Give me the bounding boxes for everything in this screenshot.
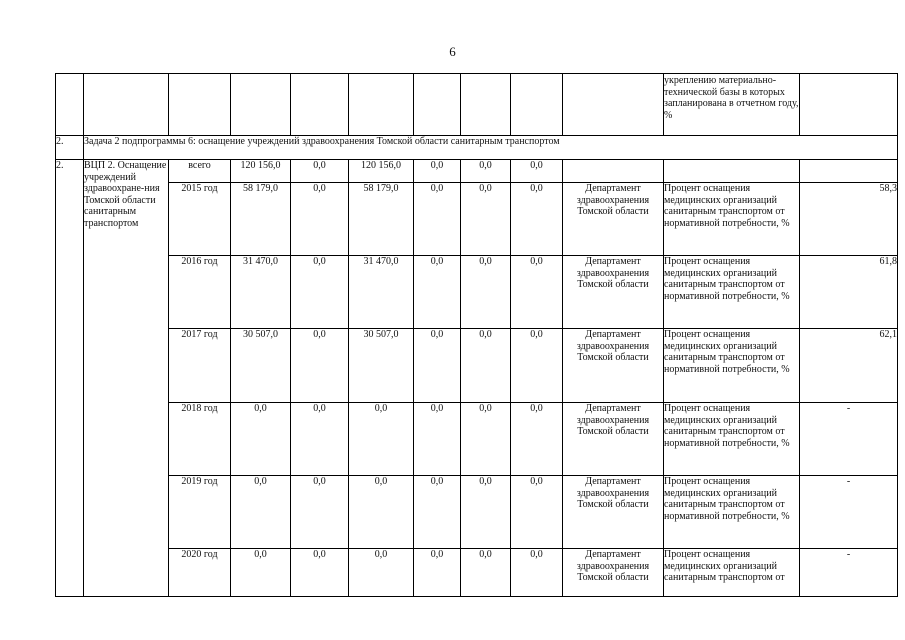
dept-cell: Департамент здравоохранения Томской области bbox=[563, 549, 664, 597]
value-cell: 0,0 bbox=[461, 256, 511, 329]
target-cell: 58,3 bbox=[800, 183, 898, 256]
indicator-cell bbox=[664, 160, 800, 183]
target-cell: 61,8 bbox=[800, 256, 898, 329]
target-cell bbox=[800, 160, 898, 183]
value-cell: 0,0 bbox=[414, 183, 461, 256]
dept-cell: Департамент здравоохранения Томской области bbox=[563, 476, 664, 549]
value-cell: 0,0 bbox=[461, 329, 511, 403]
table-row-top bbox=[56, 74, 898, 136]
value-cell: 0,0 bbox=[511, 160, 563, 183]
value-cell: 0,0 bbox=[414, 256, 461, 329]
table-row bbox=[56, 329, 898, 403]
value-cell: 0,0 bbox=[461, 476, 511, 549]
value-cell: 0,0 bbox=[349, 476, 414, 549]
value-cell: 58 179,0 bbox=[349, 183, 414, 256]
program-name: ВЦП 2. Оснащение учреждений здравоохране-ния Томской области санитарным транспортом bbox=[84, 160, 169, 597]
value-cell: 0,0 bbox=[461, 403, 511, 476]
value-cell: 0,0 bbox=[414, 549, 461, 597]
value-cell: 0,0 bbox=[291, 403, 349, 476]
value-cell: 0,0 bbox=[461, 549, 511, 597]
dept-cell: Департамент здравоохранения Томской области bbox=[563, 403, 664, 476]
table-row bbox=[56, 476, 898, 549]
value-cell: 0,0 bbox=[414, 476, 461, 549]
value-cell: 0,0 bbox=[231, 476, 291, 549]
value-cell: 0,0 bbox=[511, 403, 563, 476]
value-cell: 0,0 bbox=[511, 183, 563, 256]
value-cell: 0,0 bbox=[291, 476, 349, 549]
dept-cell bbox=[563, 160, 664, 183]
value-cell: 30 507,0 bbox=[231, 329, 291, 403]
indicator-cell: Процент оснащения медицинских организаций санитарным транспортом от bbox=[664, 549, 800, 597]
value-cell: 0,0 bbox=[414, 160, 461, 183]
indicator-cell: Процент оснащения медицинских организаций санитарным транспортом от нормативной потребности, % bbox=[664, 476, 800, 549]
table-row bbox=[56, 183, 898, 256]
dept-cell: Департамент здравоохранения Томской области bbox=[563, 329, 664, 403]
year-cell: 2020 год bbox=[169, 549, 231, 597]
value-cell: 0,0 bbox=[414, 329, 461, 403]
value-cell: 0,0 bbox=[231, 403, 291, 476]
value-cell: 0,0 bbox=[291, 183, 349, 256]
value-cell: 31 470,0 bbox=[231, 256, 291, 329]
value-cell: 0,0 bbox=[511, 256, 563, 329]
page-number: 6 bbox=[449, 44, 456, 59]
value-cell: 120 156,0 bbox=[231, 160, 291, 183]
value-cell: 0,0 bbox=[349, 549, 414, 597]
year-cell: 2019 год bbox=[169, 476, 231, 549]
program-number: 2. bbox=[56, 160, 84, 597]
indicator-cell: Процент оснащения медицинских организаций санитарным транспортом от нормативной потребности, % bbox=[664, 256, 800, 329]
indicator-cell: Процент оснащения медицинских организаций санитарным транспортом от нормативной потребности, % bbox=[664, 329, 800, 403]
task-number: 2. bbox=[56, 136, 84, 160]
value-cell: 0,0 bbox=[349, 403, 414, 476]
value-cell: 58 179,0 bbox=[231, 183, 291, 256]
year-cell: 2018 год bbox=[169, 403, 231, 476]
dept-cell: Департамент здравоохранения Томской области bbox=[563, 183, 664, 256]
year-cell: 2015 год bbox=[169, 183, 231, 256]
task-title: Задача 2 подпрограммы 6: оснащение учреждений здравоохранения Томской области санитарным транспортом bbox=[84, 136, 898, 160]
dept-cell: Департамент здравоохранения Томской области bbox=[563, 256, 664, 329]
value-cell: 30 507,0 bbox=[349, 329, 414, 403]
value-cell: 0,0 bbox=[291, 329, 349, 403]
table-row bbox=[56, 549, 898, 597]
table-row bbox=[56, 403, 898, 476]
value-cell: 0,0 bbox=[511, 329, 563, 403]
year-cell: 2017 год bbox=[169, 329, 231, 403]
value-cell: 0,0 bbox=[291, 549, 349, 597]
value-cell: 120 156,0 bbox=[349, 160, 414, 183]
value-cell: 0,0 bbox=[231, 549, 291, 597]
task-row bbox=[56, 136, 898, 160]
target-cell: - bbox=[800, 476, 898, 549]
indicator-cell: Процент оснащения медицинских организаций санитарным транспортом от нормативной потребности, % bbox=[664, 183, 800, 256]
indicator-cell: укреплению материально-технической базы в которых запланирована в отчетном году, % bbox=[664, 74, 800, 136]
value-cell: 0,0 bbox=[461, 183, 511, 256]
value-cell: 0,0 bbox=[511, 549, 563, 597]
value-cell: 0,0 bbox=[511, 476, 563, 549]
year-cell: всего bbox=[169, 160, 231, 183]
indicator-cell: Процент оснащения медицинских организаций санитарным транспортом от нормативной потребности, % bbox=[664, 403, 800, 476]
table-row bbox=[56, 160, 898, 183]
value-cell: 0,0 bbox=[291, 256, 349, 329]
value-cell: 0,0 bbox=[461, 160, 511, 183]
target-cell: - bbox=[800, 549, 898, 597]
target-cell: 62,1 bbox=[800, 329, 898, 403]
year-cell: 2016 год bbox=[169, 256, 231, 329]
program-table bbox=[55, 73, 898, 597]
table-row bbox=[56, 256, 898, 329]
target-cell: - bbox=[800, 403, 898, 476]
value-cell: 0,0 bbox=[291, 160, 349, 183]
value-cell: 31 470,0 bbox=[349, 256, 414, 329]
value-cell: 0,0 bbox=[414, 403, 461, 476]
